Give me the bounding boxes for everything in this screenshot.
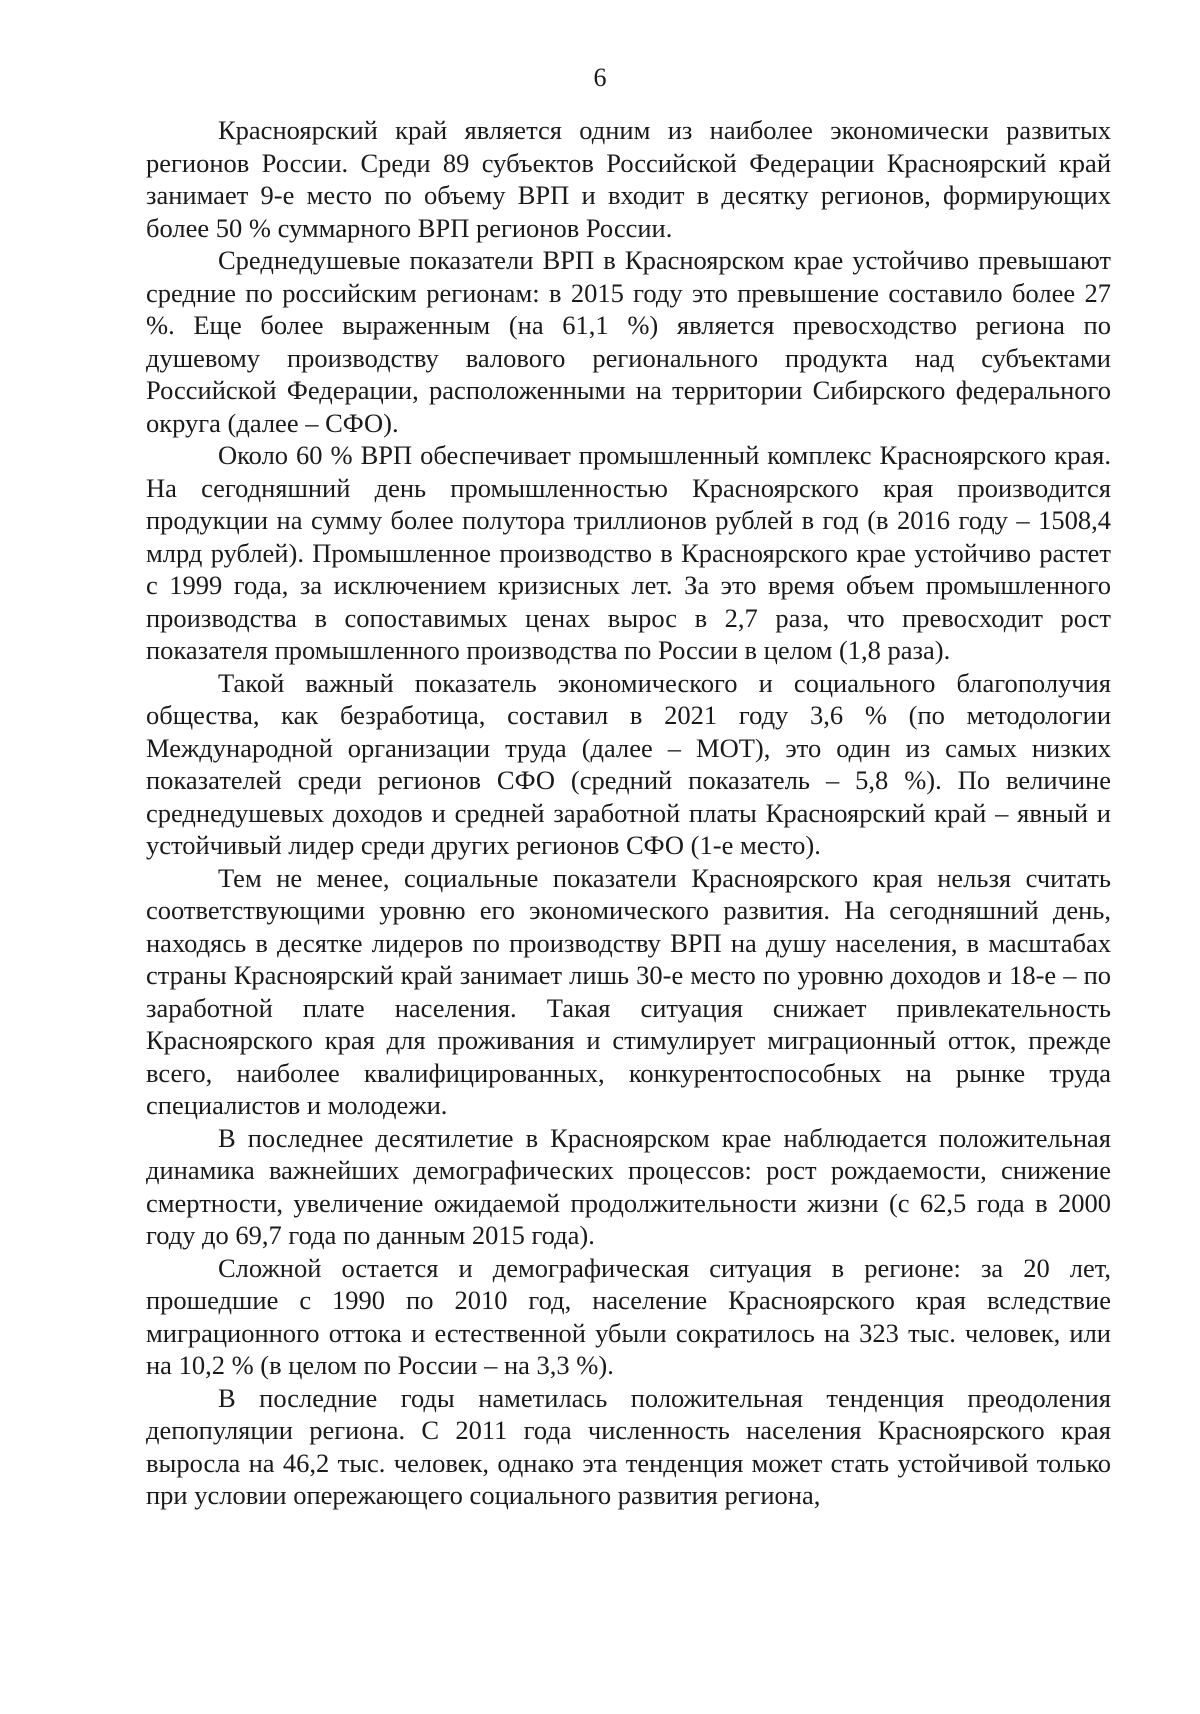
paragraph-depopulation-trend: В последние годы наметилась положительная тенденция преодоления депопуляции региона. С 2011 года численность населения Красноярского края выросла на 46,2 тыс. человек, однако эта тенденция может стать устойчивой только при условии опережающего социального развития региона, xyxy=(146,1382,1111,1510)
paragraph-demographic-dynamics: В последнее десятилетие в Красноярском крае наблюдается положительная динамика важнейших демографических процессов: рост рождаемости, снижение смертности, увеличение ожидаемой продолжительности жизни (с 62,5 года в 2000 году до 69,7 года по данным 2015 года). xyxy=(146,1122,1111,1250)
paragraph-social-indicators: Тем не менее, социальные показатели Красноярского края нельзя считать соответствующими уровню его экономического развития. На сегодняшний день, находясь в десятке лидеров по производству ВРП на душу населения, в масштабах страны Красноярский край занимает лишь 30-е место по уровню доходов и 18-е – по заработной плате населения. Такая ситуация снижает привлекательность Красноярского края для проживания и стимулирует миграционный отток, прежде всего, наиболее квалифицированных, конкурентоспособных на рынке труда специалистов и молодежи. xyxy=(146,862,1111,1120)
paragraph-demographic-situation: Сложной остается и демографическая ситуация в регионе: за 20 лет, прошедшие с 1990 по 2010 год, население Красноярского края вследствие миграционного оттока и естественной убыли сократилось на 323 тыс. человек, или на 10,2 % (в целом по России – на 3,3 %). xyxy=(146,1252,1111,1380)
paragraph-industrial-complex: Около 60 % ВРП обеспечивает промышленный комплекс Красноярского края. На сегодняшний день промышленностью Красноярского края производится продукции на сумму более полутора триллионов рублей в год (в 2016 году – 1508,4 млрд рублей). Промышленное производство в Красноярского крае устойчиво растет с 1999 года, за исключением кризисных лет. За это время объем промышленного производства в сопоставимых ценах вырос в 2,7 раза, что превосходит рост показателя промышленного производства по России в целом (1,8 раза). xyxy=(146,440,1111,665)
paragraph-economy-overview: Красноярский край является одним из наиболее экономически развитых регионов России. Среди 89 субъектов Российской Федерации Красноярский край занимает 9-е место по объему ВРП и входит в десятку регионов, формирующих более 50 % суммарного ВРП регионов России. xyxy=(146,115,1111,243)
page-number: 6 xyxy=(593,63,607,92)
paragraph-unemployment: Такой важный показатель экономического и социального благополучия общества, как безработица, составил в 2021 году 3,6 % (по методологии Международной организации труда (далее – МОТ), это один из самых низких показателей среди регионов СФО (средний показатель – 5,8 %). По величине среднедушевых доходов и средней заработной платы Красноярский край – явный и устойчивый лидер среди других регионов СФО (1-е место). xyxy=(146,667,1111,860)
document-body xyxy=(146,114,1111,1512)
paragraph-grp-per-capita: Среднедушевые показатели ВРП в Красноярском крае устойчиво превышают средние по российским регионам: в 2015 году это превышение составило более 27 %. Еще более выраженным (на 61,1 %) является превосходство региона по душевому производству валового регионального продукта над субъектами Российской Федерации, расположенными на территории Сибирского федерального округа (далее – СФО). xyxy=(146,245,1111,438)
